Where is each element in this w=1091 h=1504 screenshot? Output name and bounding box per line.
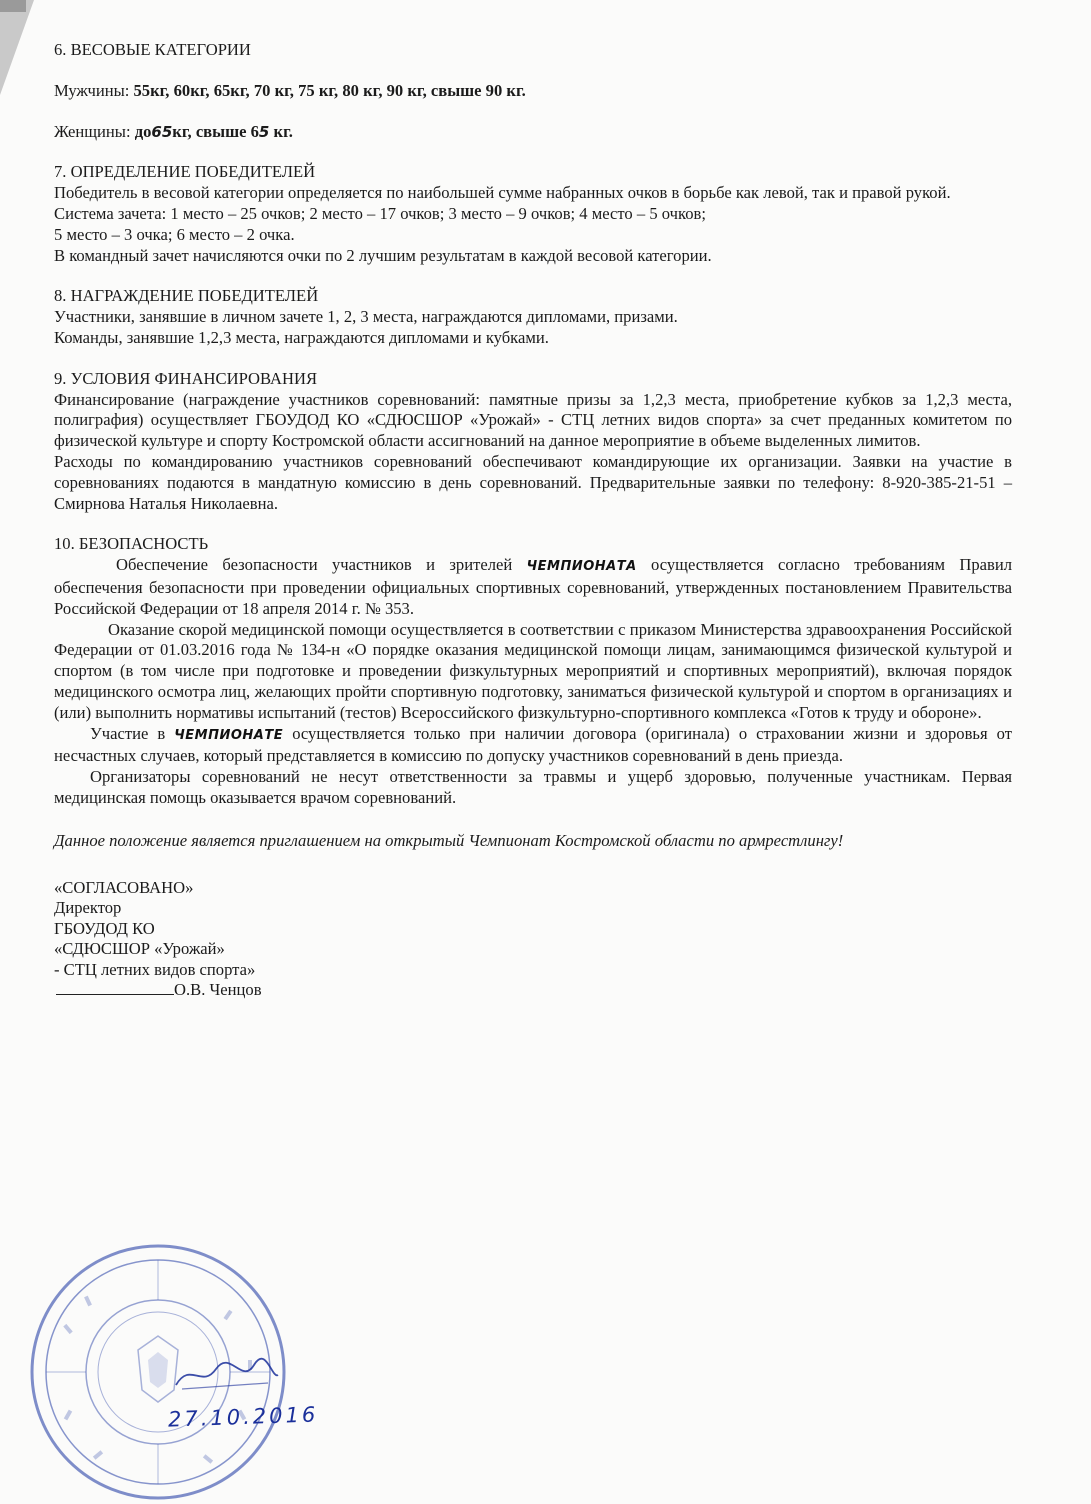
- section-heading-finance: 9. УСЛОВИЯ ФИНАНСИРОВАНИЯ: [54, 368, 318, 388]
- section-heading-safety: 10. БЕЗОПАСНОСТЬ: [54, 534, 209, 554]
- safety-paragraph-3: [54, 724, 1012, 768]
- approval-signer-line: [54, 980, 1012, 1001]
- winners-paragraph-4: В командный зачет начисляются очки по 2 лучшим результатам в каждой весовой категории.: [54, 245, 712, 265]
- men-weights: [54, 81, 1012, 102]
- women-handwritten-1: 65: [151, 122, 173, 141]
- approval-org-2: «СДЮСШОР «Урожай»: [54, 939, 225, 958]
- finance-paragraph-2: Расходы по командированию участников соревнований обеспечивают командирующие их организации. Заявки на участие в соревнованиях подаются в мандатную комиссию в день соревнований. Предварительные заявки по телефону: 8-920-385-21-51 –Смирнова Наталья Николаевна.: [54, 451, 1012, 513]
- invitation-text: Данное положение является приглашением на открытый Чемпионат Костромской области по армрестлингу!: [54, 830, 844, 850]
- section-heading-winners: 7. ОПРЕДЕЛЕНИЕ ПОБЕДИТЕЛЕЙ: [54, 162, 316, 182]
- section-heading-weights: 6. ВЕСОВЫЕ КАТЕГОРИИ: [54, 40, 251, 59]
- document-body: [54, 40, 1012, 1001]
- women-text-3: кг.: [269, 121, 293, 141]
- handwritten-championship-1: ЧЕМПИОНАТА: [526, 559, 637, 575]
- handwritten-championship-2: ЧЕМПИОНАТЕ: [174, 727, 284, 743]
- women-text-1: до: [134, 121, 152, 141]
- approval-title: «СОГЛАСОВАНО»: [54, 877, 194, 897]
- safety-p3-end: осуществляется только при наличии договора (оригинала) о страховании жизни и здоровья от несчастных случаев, который представляется в комиссию по допуску участников соревнований в день приезда.: [54, 723, 1013, 766]
- approval-org-1: ГБОУДОД КО: [54, 918, 155, 938]
- safety-p1-end: осуществляется согласно требованиям Правил обеспечения безопасности при проведении официальных спортивных соревнований, утвержденных постановлением Правительства Российской Федерации от 18 апреля 2014 г. № 353.: [54, 555, 1012, 618]
- approval-position: Директор: [54, 898, 122, 917]
- winners-paragraph-3: 5 место – 3 очка; 6 место – 2 очка.: [54, 224, 295, 244]
- winners-paragraph-2: Система зачета: 1 место – 25 очков; 2 место – 17 очков; 3 место – 9 очков; 4 место – 5 очков;: [54, 203, 706, 223]
- corner-shadow: [0, 0, 26, 12]
- approval-block: [54, 878, 1012, 1001]
- awards-paragraph-1: Участники, занявшие в личном зачете 1, 2, 3 места, награждаются дипломами, призами.: [54, 307, 678, 327]
- women-weights: [54, 122, 1012, 143]
- approval-signer: О.В. Ченцов: [174, 980, 262, 999]
- men-values: 55кг, 60кг, 65кг, 70 кг, 75 кг, 80 кг, 90 кг, свыше 90 кг.: [133, 80, 526, 100]
- safety-p3-start: Участие в: [90, 723, 175, 743]
- awards-paragraph-2: Команды, занявшие 1,2,3 места, награждаются дипломами и кубками.: [54, 327, 549, 347]
- women-label: Женщины:: [54, 121, 135, 141]
- safety-paragraph-2: Оказание скорой медицинской помощи осуществляется в соответствии с приказом Министерства здравоохранения Российской Федерации от 01.03.2016 года № 134-н «О порядке оказания медицинской помощи лицам, занимающимся физической культурой и спортом (в том числе при подготовке и проведении физкультурных мероприятий и спортивных мероприятий), включая порядок медицинского осмотра лиц, желающих пройти спортивную подготовку, заниматься физической культурой и спортом в организациях и (или) выполнить нормативы испытаний (тестов) Всероссийского физкультурно-спортивного комплекса «Готов к труду и обороне».: [54, 619, 1012, 722]
- men-label: Мужчины:: [54, 80, 134, 100]
- handwritten-date: 27.10.2016: [167, 1402, 319, 1432]
- safety-paragraph-4: Организаторы соревнований не несут ответственности за травмы и ущерб здоровью, полученные участникам. Первая медицинская помощь оказывается врачом соревнований.: [54, 767, 1012, 807]
- winners-paragraph-1: Победитель в весовой категории определяется по наибольшей сумме набранных очков в борьбе как левой, так и правой рукой.: [54, 183, 951, 203]
- signature-line: [56, 994, 174, 995]
- safety-paragraph-1: [54, 555, 1012, 619]
- women-text-2: кг, свыше 6: [172, 121, 259, 141]
- approval-org-3: - СТЦ летних видов спорта»: [54, 959, 256, 979]
- section-heading-awards: 8. НАГРАЖДЕНИЕ ПОБЕДИТЕЛЕЙ: [54, 286, 319, 306]
- finance-paragraph-1: Финансирование (награждение участников соревнований: памятные призы за 1,2,3 места, приобретение кубков за 1,2,3 места, полиграфия) осуществляет ГБОУДОД КО «СДЮСШОР «Урожай» - СТЦ летних видов спорта» за счет преданных комитетом по физической культуре и спорту Костромской области ассигнований на данное мероприятие в объеме выделенных лимитов.: [54, 389, 1012, 451]
- folded-corner: [0, 0, 34, 95]
- safety-p1-start: Обеспечение безопасности участников и зрителей: [116, 555, 527, 575]
- handwritten-signature: [172, 1355, 282, 1395]
- women-handwritten-2: 5: [258, 122, 270, 141]
